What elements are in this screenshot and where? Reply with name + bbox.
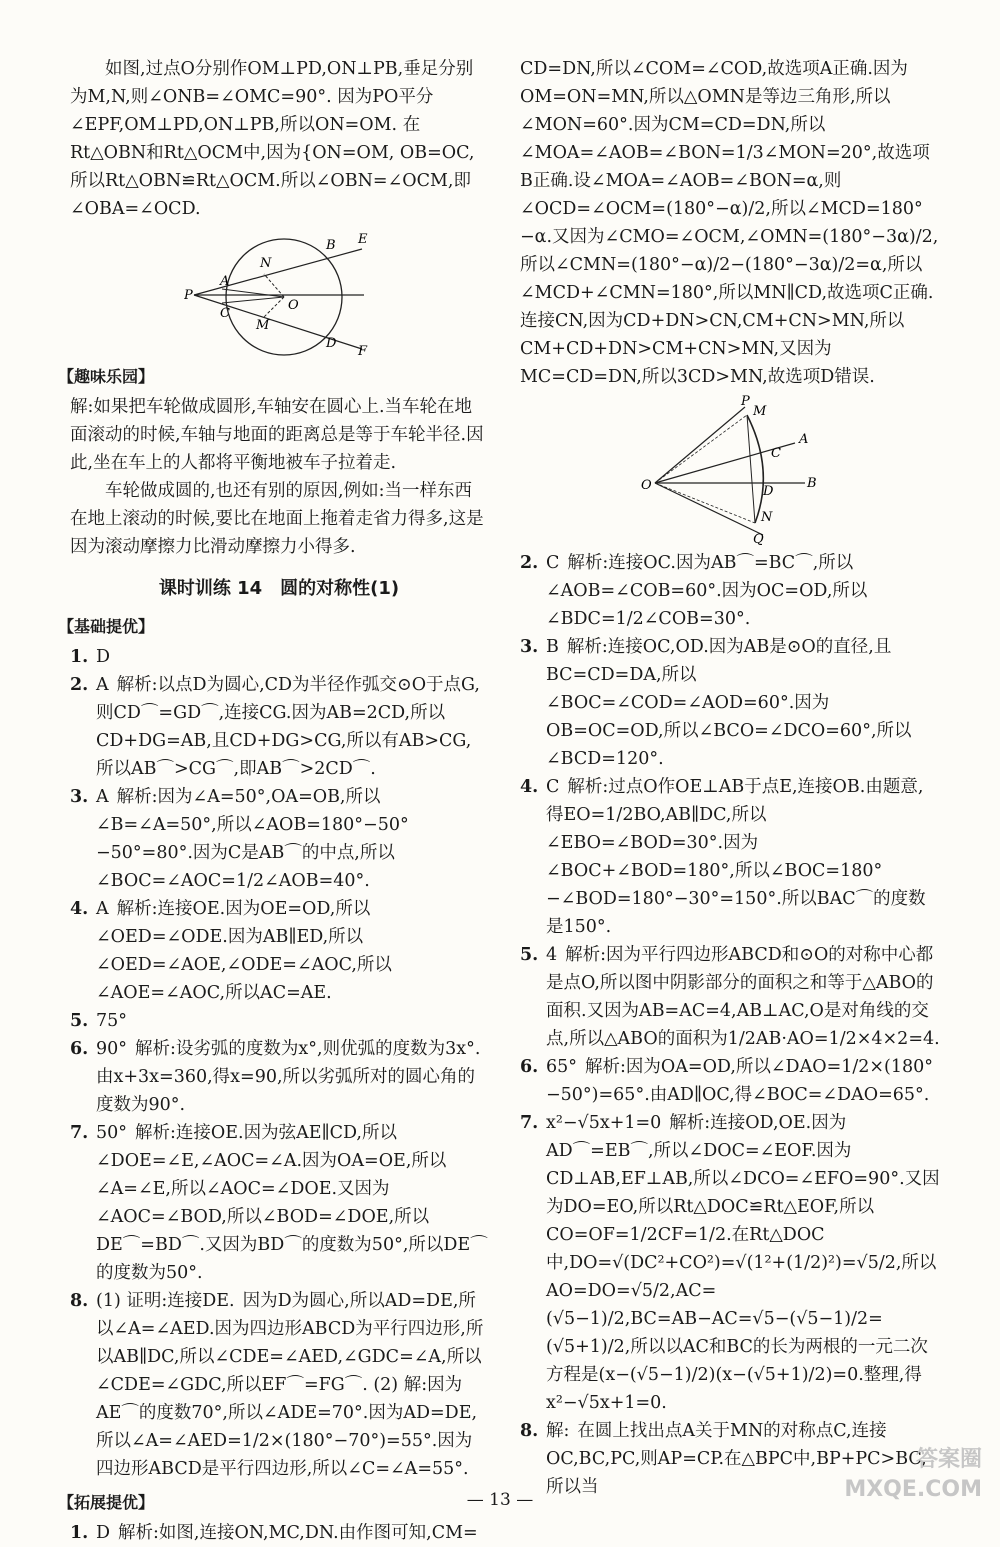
answer-item: 7. x²−√5x+1=0 解析:连接OD,OE.因为AD⌒=EB⌒,所以∠DOC=∠EOF.因为CD⊥AB,EF⊥AB,所以∠DCO=∠EFO=90°.又因为DO=EO,所以Rt△DOC≌Rt△EOF,所以CO=OF=1/2CF=1/2.在Rt△DOC中,DO=√(DC²+CO²)=√(1²+(1/2)²)=√5/2,所以AO=DO=√5/2,AC=(√5−1)/2,BC=AB−AC=√5−(√5−1)/2=(√5+1)/2,所以以AC和BC的长为两根的一元二次方程是(x−(√5−1)/2)(x−(√5+1)/2)=0.整理,得x²−√5x+1=0. [520, 1113, 940, 1413]
fun-paragraph-1: 解:如果把车轮做成圆形,车轴安在圆心上.当车轮在地面滚动的时候,车轴与地面的距离总是等于车轮半径.因此,坐在车上的人都将平衡地被车子拉着走. [70, 397, 484, 473]
right-column [520, 55, 940, 1501]
answer-item: 2. A 解析:以点D为圆心,CD为半径作弧交⊙O于点G,则CD⌒=GD⌒,连接CG.因为AB=2CD,所以CD+DG=AB,且CD+DG>CG,所以有AB>CG,所以AB⌒>CG⌒,即AB⌒>2CD⌒. [70, 675, 480, 779]
label-D: D [763, 484, 774, 499]
answer-item: 5. 75° [70, 1011, 128, 1031]
label-C: C [220, 306, 230, 321]
page-number: — 13 — [466, 1490, 534, 1510]
basic-heading: 【基础提优】 [58, 617, 155, 636]
label-C: C [771, 446, 781, 461]
answer-item: 4. C 解析:过点O作OE⊥AB于点E,连接OB.由题意,得EO=1/2BO,AB∥DC,所以∠EBO=∠BOD=30°.因为∠BOC+∠BOD=180°,所以∠BOC=180°−∠BOD=180°−30°=150°.所以BAC⌒的度数是150°. [520, 777, 926, 937]
label-A: A [799, 432, 809, 447]
label-B: B [807, 476, 817, 491]
label-D: D [326, 336, 337, 351]
extension-heading: 【拓展提优】 [58, 1493, 155, 1512]
answer-item: 2. C 解析:连接OC.因为AB⌒=BC⌒,所以∠AOB=∠COB=60°.因为OC=OD,所以∠BDC=1/2∠COB=30°. [520, 553, 868, 629]
label-F: F [358, 344, 368, 357]
continued-text: CD=DN,所以∠COM=∠COD,故选项A正确.因为OM=ON=MN,所以△OMN是等边三角形,所以∠MON=60°.因为CM=CD=DN,所以∠MOA=∠AOB=∠BON=1/3∠MON=20°,故选项B正确.设∠MOA=∠AOB=∠BON=α,则∠OCD=∠OCM=(180°−α)/2,所以∠MCD=180°−α.又因为∠CMO=∠OCM,∠OMN=(180°−3α)/2,所以∠CMN=(180°−α)/2−(180°−3α)/2=α,所以∠MCD+∠CMN=180°,所以MN∥CD,故选项C正确.连接CN,因为CD+DN>CN,CM+CN>MN,所以CM+CD+DN>CM+CN>MN,又因为MC=CD=DN,所以3CD>MN,故选项D错误. [520, 59, 939, 387]
angle-figure-2 [635, 395, 825, 545]
label-E: E [358, 232, 368, 247]
answer-item: 6. 90° 解析:设劣弧的度数为x°,则优弧的度数为3x°.由x+3x=360,得x=90,所以劣弧所对的圆心角的度数为90°. [70, 1039, 481, 1115]
answer-item: 7. 50° 解析:连接OE.因为弦AE∥CD,所以∠DOE=∠E,∠AOC=∠A.因为OA=OE,所以∠A=∠E,所以∠AOC=∠DOE.又因为∠AOC=∠BOD,所以∠BOD=∠DOE,所以DE⌒=BD⌒.又因为BD⌒的度数为50°,所以DE⌒的度数为50°. [70, 1123, 488, 1283]
answer-item: 6. 65° 解析:因为OA=OD,所以∠DAO=1/2×(180°−50°)=65°.由AD∥OC,得∠BOC=∠DAO=65°. [520, 1057, 934, 1105]
label-N: N [260, 256, 272, 271]
answer-item: 1. D 解析:如图,连接ON,MC,DN.由作图可知,CM= [70, 1523, 478, 1543]
circle-figure-1 [184, 227, 374, 357]
label-N: N [761, 510, 773, 525]
label-M: M [753, 404, 767, 419]
left-column [58, 55, 488, 1547]
fun-paragraph-2: 车轮做成圆的,也还有别的原因,例如:当一样东西在地上滚动的时候,要比在地面上拖着走省力得多,这是因为滚动摩擦力比滑动摩擦力小得多. [70, 481, 484, 557]
label-O: O [641, 478, 652, 493]
answer-item: 3. B 解析:连接OC,OD.因为AB是⊙O的直径,且BC=CD=DA,所以∠BOC=∠COD=∠AOD=60°.因为OB=OC=OD,所以∠BCO=∠DCO=60°,所以∠BCD=120°. [520, 637, 912, 769]
fun-heading: 【趣味乐园】 [58, 367, 155, 386]
label-P: P [184, 288, 193, 303]
answer-item: 8. (1) 证明:连接DE. 因为D为圆心,所以AD=DE,所以∠A=∠AED.因为四边形ABCD为平行四边形,所以AB∥DC,所以∠CDE=∠AED,∠GDC=∠A,所以∠CDE=∠GDC,所以EF⌒=FG⌒. (2) 解:因为AE⌒的度数70°,所以∠ADE=70°.因为AD=DE,所以∠A=∠AED=1/2×(180°−70°)=55°.因为四边形ABCD是平行四边形,所以∠C=∠A=55°. [70, 1291, 484, 1479]
label-Q: Q [753, 532, 764, 545]
answer-item: 5. 4 解析:因为平行四边形ABCD和⊙O的对称中心都是点O,所以图中阴影部分的面积之和等于△ABO的面积.又因为AB=AC=4,AB⊥AC,O是对角线的交点,所以△ABO的面积为1/2AB·AO=1/2×4×2=4. [520, 945, 940, 1049]
lesson-title: 课时训练 14 圆的对称性(1) [158, 578, 400, 599]
intro-text: 如图,过点O分别作OM⊥PD,ON⊥PB,垂足分别为M,N,则∠ONB=∠OMC=90°. 因为PO平分∠EPF,OM⊥PD,ON⊥PB,所以ON=OM. 在Rt△OBN和Rt△OCM中,因为{ON=OM, OB=OC,所以Rt△OBN≌Rt△OCM.所以∠OBN=∠OCM,即∠OBA=∠OCD. [70, 59, 475, 219]
label-M: M [256, 318, 270, 333]
watermark-logo: 答案圈 MXQE.COM [844, 1447, 982, 1502]
answer-item: 3. A 解析:因为∠A=50°,OA=OB,所以∠B=∠A=50°,所以∠AOB=180°−50°−50°=80°.因为C是AB⌒的中点,所以∠BOC=∠AOC=1/2∠AOB=40°. [70, 787, 409, 891]
answer-item: 4. A 解析:连接OE.因为OE=OD,所以∠OED=∠ODE.因为AB∥ED,所以∠OED=∠AOE,∠ODE=∠AOC,所以∠AOE=∠AOC,所以AC=AE. [70, 899, 392, 1003]
label-B: B [326, 238, 336, 253]
label-O: O [288, 298, 299, 313]
answer-item: 1. D [70, 647, 111, 667]
label-A: A [220, 274, 230, 289]
label-P: P [741, 395, 750, 409]
answer-item: 8. 解: 在圆上找出点A关于MN的对称点C,连接OC,BC,PC,则AP=CP.在△BPC中,BP+PC>BC,所以当 [520, 1421, 927, 1497]
